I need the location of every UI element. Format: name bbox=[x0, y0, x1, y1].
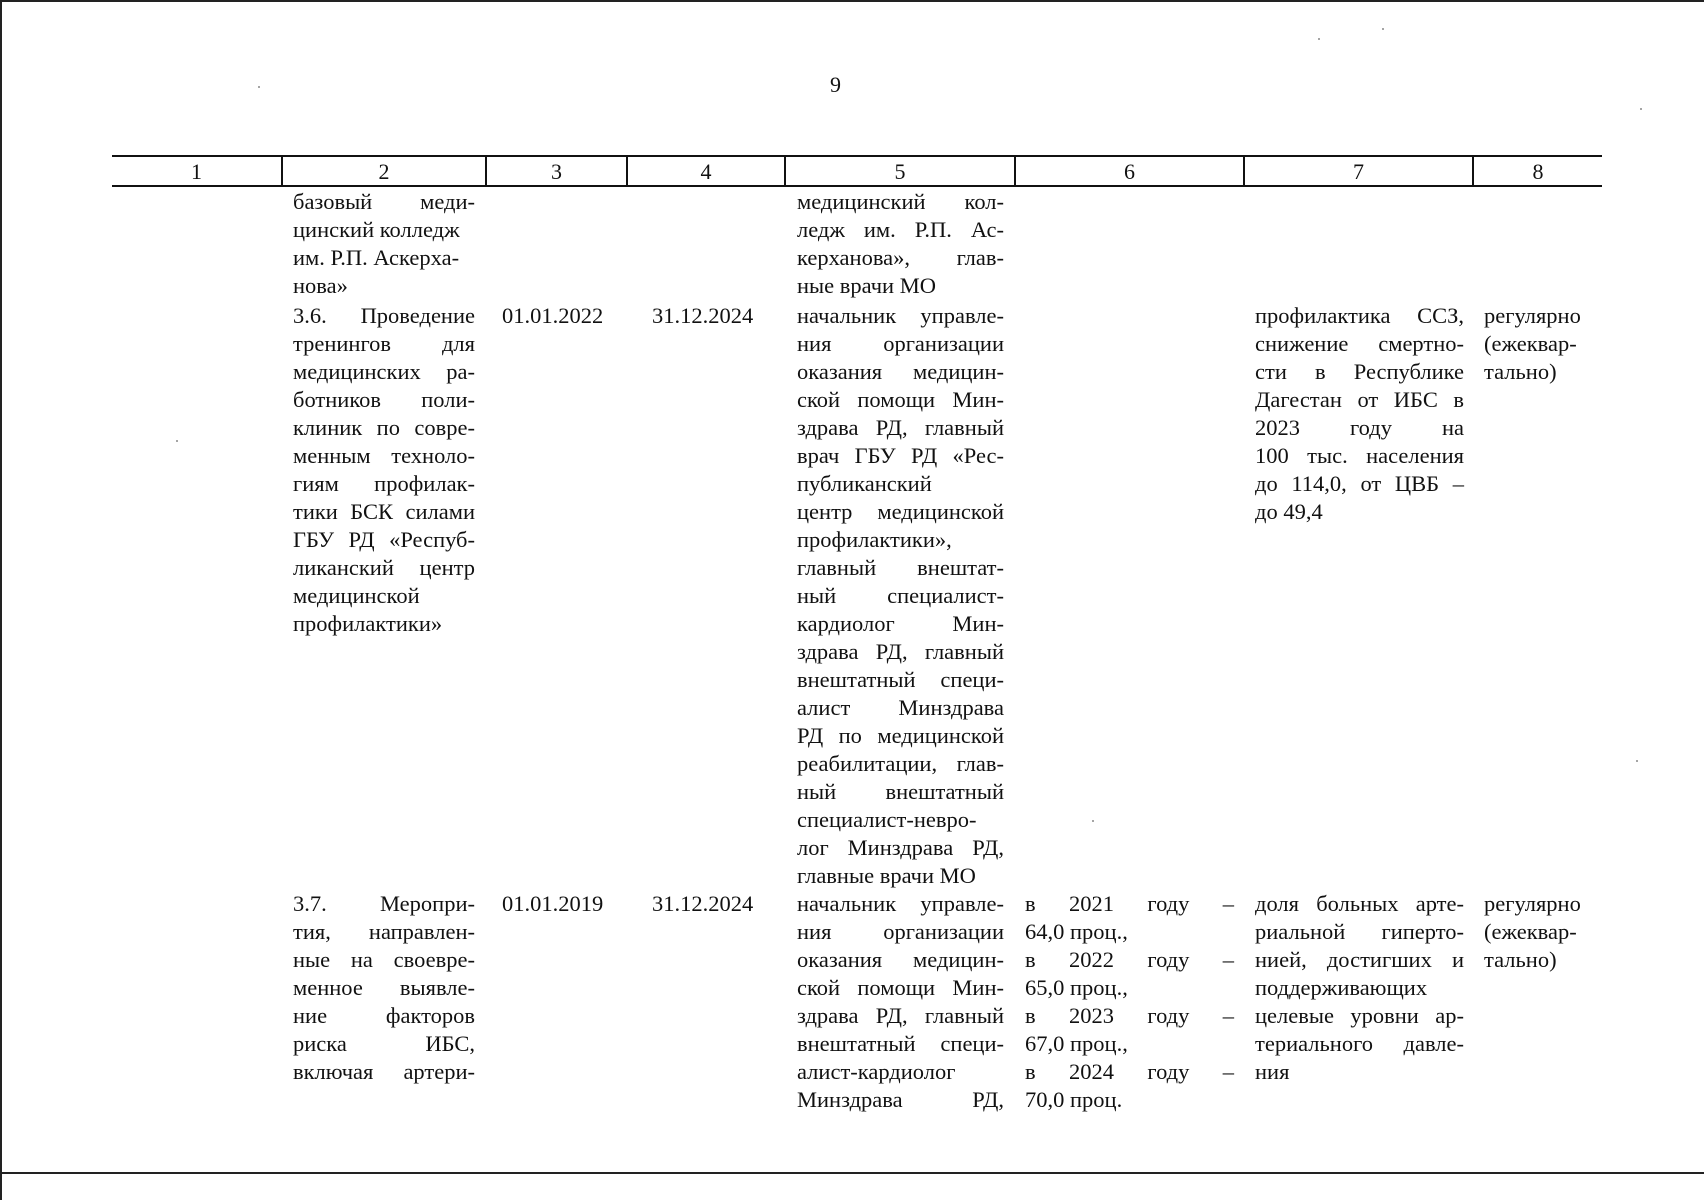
cell-line: сти в Республике bbox=[1255, 359, 1464, 384]
cell-line: включая артери- bbox=[293, 1059, 475, 1084]
cell-line: до 114,0, от ЦВБ – bbox=[1255, 471, 1464, 496]
cell-line: ликанский центр bbox=[293, 555, 475, 580]
cell-line: регулярно bbox=[1484, 891, 1581, 916]
cell-line: оказания медицин- bbox=[797, 947, 1004, 972]
cell-line: в 2024 году – bbox=[1025, 1059, 1234, 1084]
column-header-5: 5 bbox=[894, 159, 906, 184]
cell-line: тия, направлен- bbox=[293, 919, 475, 944]
cell-line: в 2023 году – bbox=[1025, 1003, 1234, 1028]
cell-line: в 2022 году – bbox=[1025, 947, 1234, 972]
cell-line: менным техноло- bbox=[293, 443, 475, 468]
column-header-3: 3 bbox=[551, 159, 562, 184]
cell-line: 3.7. Меропри- bbox=[293, 891, 475, 916]
page-number: 9 bbox=[830, 72, 841, 97]
scan-speck bbox=[1636, 760, 1638, 762]
cell-line: здрава РД, главный bbox=[797, 1003, 1004, 1028]
cell-line: 3.6. Проведение bbox=[293, 303, 475, 328]
cell-line: начальник управле- bbox=[797, 891, 1004, 916]
cell-line: поддерживающих bbox=[1255, 975, 1428, 1000]
cell-line: тики БСК силами bbox=[293, 499, 475, 524]
cell-line: нова» bbox=[293, 273, 348, 298]
cell-line: ГБУ РД «Респуб- bbox=[293, 527, 475, 552]
row3-col4: 31.12.2024 bbox=[652, 891, 754, 916]
cell-line: публиканский bbox=[797, 471, 932, 496]
row2-col4: 31.12.2024 bbox=[652, 303, 754, 328]
cell-line: РД по медицинской bbox=[797, 723, 1004, 748]
cell-line: тально) bbox=[1484, 359, 1557, 384]
cell-line: профилактики», bbox=[797, 527, 952, 552]
cell-line: внештатный специ- bbox=[797, 1031, 1004, 1056]
cell-line: центр медицинской bbox=[797, 499, 1004, 524]
column-header-7: 7 bbox=[1353, 159, 1364, 184]
cell-line: главные врачи МО bbox=[797, 863, 976, 888]
cell-line: профилактики» bbox=[293, 611, 443, 636]
cell-line: начальник управле- bbox=[797, 303, 1004, 328]
cell-line: ской помощи Мин- bbox=[797, 387, 1004, 412]
table-top-rule bbox=[112, 155, 1602, 157]
cell-line: ледж им. Р.П. Ас- bbox=[797, 217, 1004, 242]
cell-line: профилактика ССЗ, bbox=[1255, 303, 1464, 328]
cell-line: ния организации bbox=[797, 331, 1004, 356]
scan-speck bbox=[176, 440, 178, 442]
cell-line: медицинский кол- bbox=[797, 189, 1004, 214]
cell-line: врач ГБУ РД «Рес- bbox=[797, 443, 1004, 468]
cell-line: Дагестан от ИБС в bbox=[1255, 387, 1464, 412]
row2-col2 bbox=[293, 302, 475, 638]
cell-line: медицинских ра- bbox=[293, 359, 475, 384]
cell-line: реабилитации, глав- bbox=[797, 751, 1004, 776]
row1-col2 bbox=[293, 188, 475, 300]
cell-line: менное выявле- bbox=[293, 975, 475, 1000]
row1-col5 bbox=[797, 188, 1004, 300]
cell-line: ные врачи МО bbox=[797, 273, 936, 298]
cell-line: целевые уровни ар- bbox=[1255, 1003, 1464, 1028]
cell-line: клиник по совре- bbox=[293, 415, 475, 440]
cell-line: тренингов для bbox=[293, 331, 475, 356]
row3-col5 bbox=[797, 890, 1004, 1114]
table-header-rule bbox=[112, 185, 1602, 187]
cell-line: 67,0 проц., bbox=[1025, 1031, 1128, 1056]
page-edge-bottom bbox=[0, 1172, 1704, 1174]
scan-speck bbox=[258, 86, 260, 88]
cell-line: (ежеквар- bbox=[1484, 331, 1577, 356]
cell-line: 100 тыс. населения bbox=[1255, 443, 1464, 468]
cell-line: ния организации bbox=[797, 919, 1004, 944]
cell-line: керханова», глав- bbox=[797, 245, 1004, 270]
row3-col3: 01.01.2019 bbox=[502, 891, 604, 916]
row3-col8 bbox=[1484, 890, 1599, 974]
cell-line: ный внештатный bbox=[797, 779, 1004, 804]
cell-line: снижение смертно- bbox=[1255, 331, 1464, 356]
column-header-1: 1 bbox=[191, 159, 202, 184]
cell-line: териального давле- bbox=[1255, 1031, 1464, 1056]
row3-col2 bbox=[293, 890, 475, 1086]
cell-line: лог Минздрава РД, bbox=[797, 835, 1004, 860]
cell-line: гиям профилак- bbox=[293, 471, 475, 496]
cell-line: 64,0 проц., bbox=[1025, 919, 1128, 944]
cell-line: ской помощи Мин- bbox=[797, 975, 1004, 1000]
cell-line: алист-кардиолог bbox=[797, 1059, 956, 1084]
cell-line: ный специалист- bbox=[797, 583, 1004, 608]
cell-line: тально) bbox=[1484, 947, 1557, 972]
page-edge-left bbox=[0, 0, 2, 1200]
cell-line: ние факторов bbox=[293, 1003, 475, 1028]
cell-line: нией, достигших и bbox=[1255, 947, 1464, 972]
cell-line: алист Минздрава bbox=[797, 695, 1004, 720]
row2-col8 bbox=[1484, 302, 1599, 386]
scan-speck bbox=[1318, 38, 1320, 40]
column-header-6: 6 bbox=[1124, 159, 1135, 184]
cell-line: риска ИБС, bbox=[293, 1031, 475, 1056]
column-header-4: 4 bbox=[700, 159, 712, 184]
cell-line: специалист-невро- bbox=[797, 807, 977, 832]
cell-line: главный внештат- bbox=[797, 555, 1004, 580]
cell-line: здрава РД, главный bbox=[797, 415, 1004, 440]
row2-col7 bbox=[1255, 302, 1464, 526]
scan-speck bbox=[1092, 820, 1094, 822]
cell-line: в 2021 году – bbox=[1025, 891, 1234, 916]
cell-line: им. Р.П. Аскерха- bbox=[293, 245, 460, 270]
cell-line: ния bbox=[1255, 1059, 1290, 1084]
cell-line: базовый меди- bbox=[293, 189, 475, 214]
cell-line: 2023 году на bbox=[1255, 415, 1464, 440]
row2-col5 bbox=[797, 302, 1004, 890]
cell-line: цинский колледж bbox=[293, 217, 460, 242]
cell-line: кардиолог Мин- bbox=[797, 611, 1004, 636]
cell-line: до 49,4 bbox=[1255, 499, 1323, 524]
row2-col3: 01.01.2022 bbox=[502, 303, 604, 328]
cell-line: Минздрава РД, bbox=[797, 1087, 1004, 1112]
cell-line: доля больных арте- bbox=[1255, 891, 1464, 916]
cell-line: медицинской bbox=[293, 583, 420, 608]
cell-line: 65,0 проц., bbox=[1025, 975, 1128, 1000]
column-header-8: 8 bbox=[1532, 159, 1544, 184]
column-header-2: 2 bbox=[378, 159, 390, 184]
cell-line: регулярно bbox=[1484, 303, 1581, 328]
row3-col7 bbox=[1255, 890, 1464, 1086]
cell-line: 70,0 проц. bbox=[1025, 1087, 1123, 1112]
cell-line: здрава РД, главный bbox=[797, 639, 1004, 664]
cell-line: ные на своевре- bbox=[293, 947, 475, 972]
cell-line: (ежеквар- bbox=[1484, 919, 1577, 944]
cell-line: внештатный специ- bbox=[797, 667, 1004, 692]
row3-col6 bbox=[1025, 890, 1234, 1114]
page-edge-top bbox=[0, 0, 1704, 2]
cell-line: ботников поли- bbox=[293, 387, 475, 412]
scan-speck bbox=[1640, 108, 1642, 110]
scan-speck bbox=[1382, 28, 1384, 30]
cell-line: риальной гиперто- bbox=[1255, 919, 1464, 944]
cell-line: оказания медицин- bbox=[797, 359, 1004, 384]
